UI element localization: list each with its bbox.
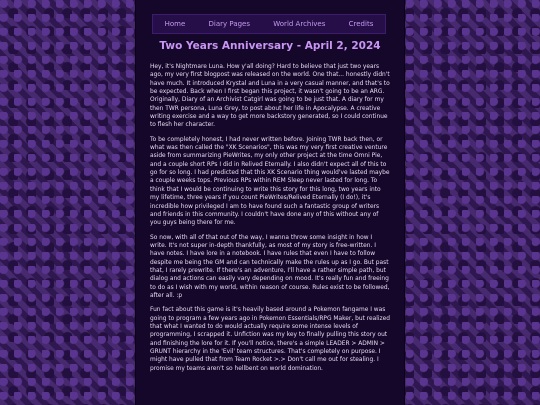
post-paragraph: To be completely honest, I had never written before. Joining TWR back then, or what was then called the "XK Scenarios", this was my very first creative venture aside from summarizing PieWrites, my only other project at the time Omni Pie, and a couple short RPs I did in Relived Eternally. I also didn't expect all of this to go for so long. I had predicted that this XK Scenario thing would've lasted maybe a couple weeks tops. Previous RPs within REM Sleep never lasted for long. To think that I would be continuing to write this story for this long, two years into my lifetime, three years if you count PieWrites/Relived Eternally (I do!), it's incredible how privileged I am to have found such a fantastic group of writers and friends in this community. I couldn't have done any of this without any of you guys being there for me. [150, 136, 390, 227]
page-container [136, 0, 404, 405]
nav-link-world-archives[interactable]: World Archives [273, 20, 326, 28]
post-body [150, 63, 390, 379]
post-paragraph: So now, with all of that out of the way, I wanna throw some insight in how I write. It's not super in-depth thankfully, as most of my story is free-written. I have notes. I have lore in a notebook. I have rules that even I have to follow despite me being the GM and can technically make the rules up as I go. But past that, I rarely prewrite. If there's an adventure, I'll have a rather simple path, but dialog and actions can easily vary depending on mood. It's really fun and freeing to do as I wish with my world, within reason of course. Rules exist to be followed, after all. :p [150, 234, 390, 299]
nav-link-home[interactable]: Home [164, 20, 186, 28]
post-title: Two Years Anniversary - April 2, 2024 [159, 40, 381, 52]
post-paragraph: Fun fact about this game is it's heavily based around a Pokemon fangame I was going to program a few years ago in Pokemon Essentials/RPG Maker, but realized that what I wanted to do would actually require some intense levels of programming, I scrapped it. Unfiction was my key to finally pulling this story out and finishing the lore for it. If you'll notice, there's a simple LEADER > ADMIN > GRUNT hierarchy in the 'Evil' team structures. That's completely on purpose. I might have pulled that from Team Rocket >.> Don't call me out for stealing. I promise my teams aren't so hellbent on world domination. [150, 307, 391, 372]
post-paragraph: Hey, it's Nightmare Luna. How y'all doing? Hard to believe that just two years ago, my very first blogpost was released on the world. One that... honestly didn't have much. It introduced Krystal and Luna in a very casual manner, and that's to be expected. Back when I first began this project, it wasn't going to be an ARG. Originally, Diary of an Archivist Catgirl was going to be just that. A diary for my then TWR persona, Luna Grey, to post about her life in Apocalypse. A creative writing exercise and a way to get more backstory generated, so I could continue to flesh her character. [150, 64, 390, 129]
nav-link-credits[interactable]: Credits [348, 20, 374, 28]
nav-link-diary-pages[interactable]: Diary Pages [208, 20, 251, 28]
top-navigation [152, 14, 386, 34]
